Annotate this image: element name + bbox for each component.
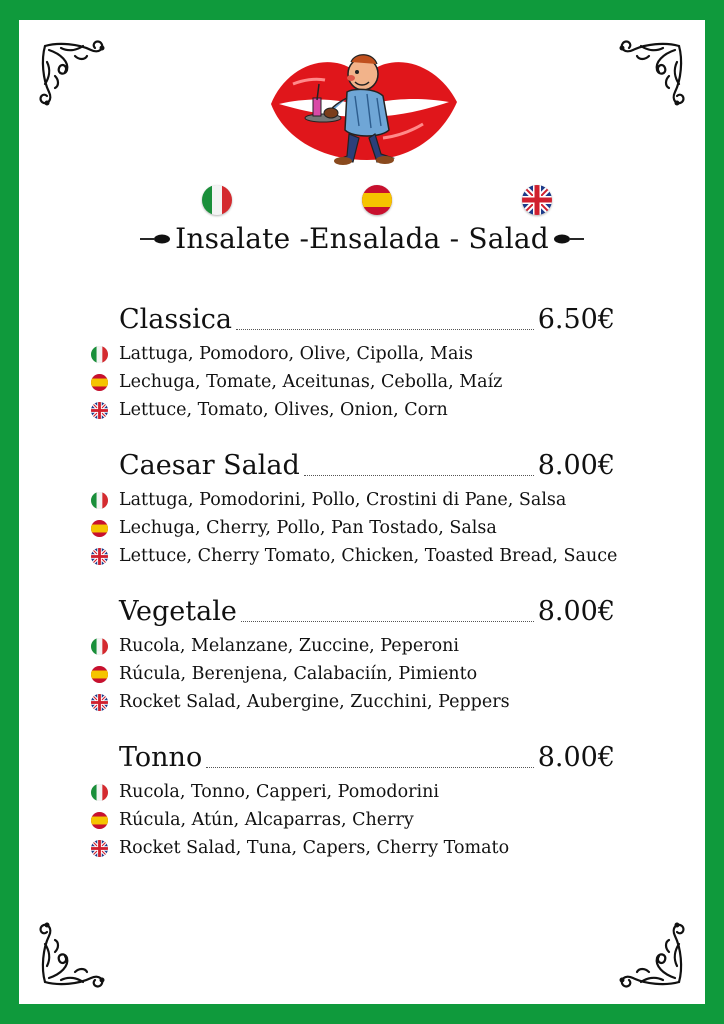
menu-item-header [91,592,631,632]
spain-flag-icon [91,374,108,391]
dot-leader [304,474,534,476]
item-price: 8.00€ [537,742,615,773]
uk-flag-icon [91,548,108,565]
uk-flag-icon [91,840,108,857]
item-price: 6.50€ [537,304,615,335]
dot-leader [206,766,534,768]
ingredients-text: Rúcula, Berenjena, Calabaciín, Pimiento [119,664,478,684]
italy-flag-icon [202,185,232,215]
waiter-on-lips-logo [263,34,463,174]
italy-flag-icon [91,784,108,801]
item-name: Tonno [119,742,203,773]
menu-item [91,300,631,424]
ingredients-text: Lechuga, Tomate, Aceitunas, Cebolla, Maíz [119,372,503,392]
ingredients-text: Rocket Salad, Aubergine, Zucchini, Peppers [119,692,510,712]
ingredients-english [91,396,631,424]
item-name: Vegetale [119,596,237,627]
corner-ornament-icon [39,40,113,114]
menu-item [91,446,631,570]
menu-item-header [91,446,631,486]
dot-leader [241,620,534,622]
italy-flag-icon [91,346,108,363]
ingredients-english [91,688,631,716]
spain-flag-icon [91,520,108,537]
item-name: Classica [119,304,232,335]
ingredients-italian [91,778,631,806]
ingredients-text: Rucola, Melanzane, Zuccine, Peperoni [119,636,459,656]
ingredients-text: Lattuga, Pomodorini, Pollo, Crostini di Pane, Salsa [119,490,567,510]
uk-flag-icon [522,185,552,215]
spain-flag-icon [91,812,108,829]
menu-sheet [19,20,705,1004]
ingredients-italian [91,340,631,368]
uk-flag-icon [91,694,108,711]
ingredients-text: Rocket Salad, Tuna, Capers, Cherry Tomato [119,838,510,858]
corner-ornament-icon [39,914,113,988]
ingredients-english [91,542,631,570]
menu-item-header [91,300,631,340]
spain-flag-icon [362,185,392,215]
menu-item [91,738,631,862]
menu-item-header [91,738,631,778]
left-flourish-icon [140,233,170,245]
item-price: 8.00€ [537,596,615,627]
title-text: Insalate -Ensalada - Salad [175,222,549,255]
ingredients-spanish [91,514,631,542]
item-name: Caesar Salad [119,450,300,481]
ingredients-text: Lechuga, Cherry, Pollo, Pan Tostado, Salsa [119,518,497,538]
right-flourish-icon [554,233,584,245]
page-title [19,222,705,266]
dot-leader [236,328,534,330]
language-flags [19,185,705,219]
item-price: 8.00€ [537,450,615,481]
ingredients-spanish [91,806,631,834]
ingredients-text: Lettuce, Tomato, Olives, Onion, Corn [119,400,448,420]
italy-flag-icon [91,492,108,509]
ingredients-text: Rucola, Tonno, Capperi, Pomodorini [119,782,439,802]
ingredients-italian [91,632,631,660]
ingredients-english [91,834,631,862]
salad-menu [91,300,631,884]
ingredients-spanish [91,660,631,688]
uk-flag-icon [91,402,108,419]
corner-ornament-icon [611,40,685,114]
menu-item [91,592,631,716]
spain-flag-icon [91,666,108,683]
ingredients-text: Lattuga, Pomodoro, Olive, Cipolla, Mais [119,344,473,364]
ingredients-italian [91,486,631,514]
ingredients-spanish [91,368,631,396]
ingredients-text: Lettuce, Cherry Tomato, Chicken, Toasted Bread, Sauce [119,546,618,566]
ingredients-text: Rúcula, Atún, Alcaparras, Cherry [119,810,414,830]
corner-ornament-icon [611,914,685,988]
italy-flag-icon [91,638,108,655]
